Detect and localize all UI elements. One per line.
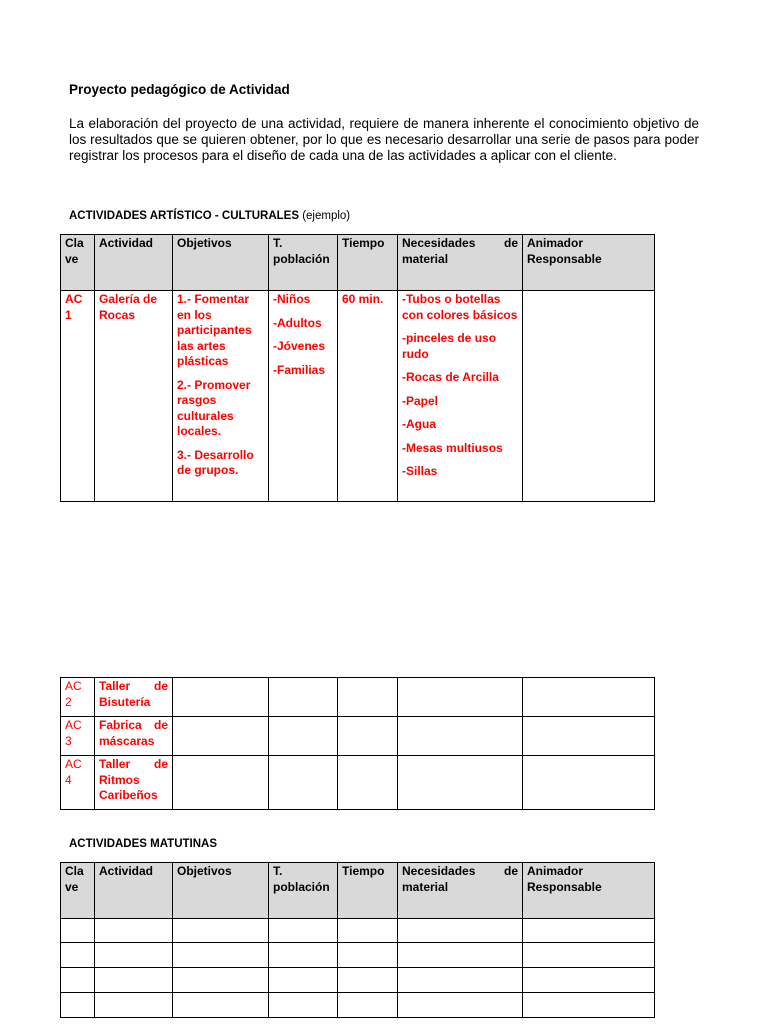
table-header-row — [61, 235, 655, 291]
cell-empty — [61, 943, 95, 968]
cell-empty — [398, 756, 523, 810]
table-row — [61, 291, 655, 502]
table-row — [61, 968, 655, 993]
table-row — [61, 919, 655, 943]
necesidad-item: -Mesas multiusos — [402, 440, 503, 455]
cell-empty — [95, 993, 173, 1018]
header-necesidades-word1: Necesidades — [402, 864, 476, 878]
cell-empty — [398, 993, 523, 1018]
header-clave: Cla ve — [61, 235, 95, 291]
cell-empty — [269, 678, 338, 717]
necesidad-item: -Agua — [402, 417, 436, 431]
header-necesidades-word2: de — [503, 864, 518, 878]
cell-empty — [523, 968, 655, 993]
cell-actividad: Galería de Rocas — [95, 291, 173, 502]
header-necesidades — [398, 235, 523, 291]
objetivo-item: 2.- Promover rasgos culturales locales. — [177, 377, 251, 438]
cell-empty — [338, 919, 398, 943]
cell-empty — [338, 717, 398, 756]
cell-clave: AC 2 — [61, 678, 95, 717]
cell-empty — [61, 968, 95, 993]
header-actividad: Actividad — [95, 235, 173, 291]
header-necesidades — [398, 863, 523, 919]
cell-empty — [269, 968, 338, 993]
document-title: Proyecto pedagógico de Actividad — [69, 82, 290, 97]
intro-paragraph: La elaboración del proyecto de una actividad, requiere de manera inherente el conocimiento objetivo de los resultados que se quieren obtener, por lo que es necesario desarrollar una serie de pasos para poder registrar los procesos para el diseño de cada una de las actividades a aplicar con el cliente. — [69, 116, 699, 163]
objetivo-item: 3.- Desarrollo de grupos. — [177, 447, 254, 477]
header-actividad: Actividad — [95, 863, 173, 919]
cell-empty — [523, 756, 655, 810]
cell-empty — [269, 993, 338, 1018]
poblacion-item: -Jóvenes — [273, 339, 326, 353]
cell-empty — [398, 919, 523, 943]
cell-empty — [338, 678, 398, 717]
header-tiempo: Tiempo — [338, 235, 398, 291]
cell-clave: AC 1 — [61, 291, 95, 502]
header-objetivos: Objetivos — [173, 235, 269, 291]
header-necesidades-word3: material — [402, 879, 449, 894]
necesidad-item: -Sillas — [402, 464, 438, 478]
cell-empty — [338, 993, 398, 1018]
cell-empty — [398, 968, 523, 993]
cell-poblacion — [269, 291, 338, 502]
cell-empty — [398, 678, 523, 717]
header-objetivos: Objetivos — [173, 863, 269, 919]
activities-table-matutinas — [60, 862, 655, 1018]
header-clave: Cla ve — [61, 863, 95, 919]
cell-empty — [523, 919, 655, 943]
header-animador: Animador Responsable — [523, 235, 655, 291]
activities-table-artistico-continued — [60, 677, 655, 810]
cell-empty — [398, 717, 523, 756]
cell-empty — [269, 919, 338, 943]
cell-actividad: Taller de Bisutería — [95, 678, 173, 717]
cell-empty — [173, 943, 269, 968]
necesidad-item: -Tubos o botellas con colores básicos — [402, 292, 518, 322]
cell-empty — [173, 993, 269, 1018]
cell-empty — [269, 943, 338, 968]
table-row — [61, 678, 655, 717]
section-heading-matutinas — [69, 838, 217, 850]
cell-empty — [523, 717, 655, 756]
header-tiempo: Tiempo — [338, 863, 398, 919]
necesidad-item: -Papel — [402, 393, 439, 408]
table-row — [61, 943, 655, 968]
cell-tiempo: 60 min. — [338, 291, 398, 502]
cell-objetivos — [173, 291, 269, 502]
poblacion-item: -Niños — [273, 292, 311, 306]
cell-empty — [95, 943, 173, 968]
necesidad-item: -pinceles de uso rudo — [402, 331, 497, 361]
cell-empty — [398, 943, 523, 968]
objetivo-item: 1.- Fomentar en los participantes las artes plásticas — [177, 292, 252, 368]
cell-empty — [173, 919, 269, 943]
cell-necesidades — [398, 291, 523, 502]
cell-clave: AC 4 — [61, 756, 95, 810]
cell-empty — [269, 756, 338, 810]
activities-table-artistico — [60, 234, 655, 502]
cell-empty — [173, 678, 269, 717]
header-poblacion: T. población — [269, 863, 338, 919]
section-heading-text: ACTIVIDADES ARTÍSTICO - CULTURALES — [69, 210, 299, 222]
necesidad-item: -Rocas de Arcilla — [402, 370, 499, 384]
cell-empty — [61, 993, 95, 1018]
header-necesidades-word2: de — [503, 236, 518, 250]
cell-clave: AC 3 — [61, 717, 95, 756]
cell-empty — [523, 993, 655, 1018]
cell-empty — [173, 968, 269, 993]
header-animador: Animador Responsable — [523, 863, 655, 919]
section-heading-text: ACTIVIDADES MATUTINAS — [69, 838, 218, 850]
cell-animador — [523, 291, 655, 502]
table-header-row — [61, 863, 655, 919]
section-heading-artistico — [69, 210, 350, 222]
header-poblacion: T. población — [269, 235, 338, 291]
table-row — [61, 993, 655, 1018]
cell-empty — [523, 943, 655, 968]
table-row — [61, 756, 655, 810]
cell-empty — [338, 943, 398, 968]
cell-empty — [338, 756, 398, 810]
cell-empty — [173, 717, 269, 756]
cell-empty — [523, 678, 655, 717]
poblacion-item: -Familias — [273, 362, 326, 377]
cell-actividad: Taller de Ritmos Caribeños — [95, 756, 173, 810]
cell-empty — [61, 919, 95, 943]
cell-empty — [338, 968, 398, 993]
table-row — [61, 717, 655, 756]
cell-empty — [173, 756, 269, 810]
header-necesidades-word3: material — [402, 251, 449, 266]
cell-empty — [95, 968, 173, 993]
section-heading-note: (ejemplo) — [302, 210, 351, 222]
header-necesidades-word1: Necesidades — [402, 236, 476, 250]
cell-empty — [95, 919, 173, 943]
poblacion-item: -Adultos — [273, 315, 322, 330]
cell-actividad: Fabrica de máscaras — [95, 717, 173, 756]
cell-empty — [269, 717, 338, 756]
